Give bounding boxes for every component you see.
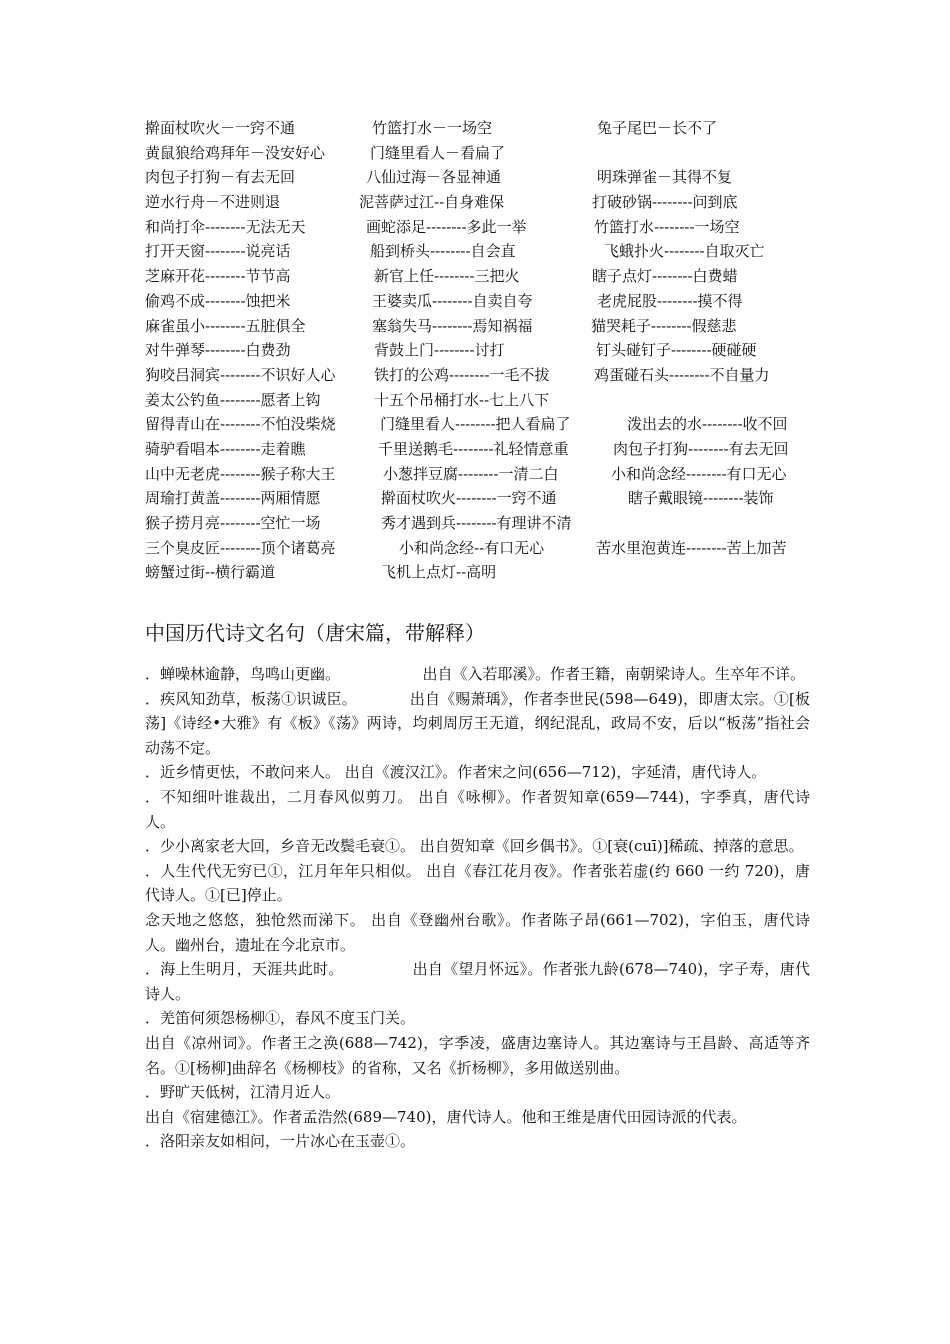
proverb-row xyxy=(145,314,845,339)
proverb-item: 钉头碰钉子--------硬碰硬 xyxy=(596,341,757,360)
proverb-item: 肉包子打狗--------有去无回 xyxy=(613,439,789,458)
proverb-item: 猫哭耗子--------假慈悲 xyxy=(591,316,737,335)
proverb-item: 泥菩萨过江--自身难保 xyxy=(359,193,505,212)
proverb-row xyxy=(145,462,845,487)
poem-entry: ．不知细叶谁裁出，二月春风似剪刀。 出自《咏柳》。作者贺知章(659—744)，字季真，唐代诗人。 xyxy=(145,787,810,831)
proverb-item: 八仙过海－各显神通 xyxy=(366,168,502,187)
proverb-item: 肉包子打狗－有去无回 xyxy=(145,168,296,187)
proverb-item: 小葱拌豆腐--------一清二白 xyxy=(383,464,559,483)
poem-entry: ．近乡情更怯，不敢问来人。 出自《渡汉江》。作者宋之问(656—712)，字延清，唐代诗人。 xyxy=(145,763,767,782)
poem-entry: ．野旷天低树，江清月近人。 xyxy=(145,1083,341,1102)
proverb-item: 船到桥头--------自会直 xyxy=(370,242,516,261)
proverb-item: 铁打的公鸡--------一毛不拔 xyxy=(374,365,550,384)
proverb-item: 和尚打伞--------无法无天 xyxy=(145,217,306,236)
proverb-item: 飞蛾扑火--------自取灭亡 xyxy=(604,242,765,261)
proverb-item: 山中无老虎--------猴子称大王 xyxy=(145,464,336,483)
proverb-item: 飞机上点灯--高明 xyxy=(381,563,497,582)
proverb-item: 逆水行舟－不进则退 xyxy=(145,193,281,212)
proverb-item: 鸡蛋碰石头--------不自量力 xyxy=(594,365,770,384)
poem-entry: 出自《凉州词》。作者王之涣(688—742)，字季凌，盛唐边塞诗人。其边塞诗与王昌龄、高适等齐名。①[杨柳]曲辞名《杨柳枝》的省称，又名《折杨柳》，多用做送别曲。 xyxy=(145,1033,810,1077)
proverb-item: 姜太公钓鱼--------愿者上钩 xyxy=(145,390,321,409)
poem-entry: 念天地之悠悠，独怆然而涕下。 出自《登幽州台歌》。作者陈子昂(661—702)，字伯玉，唐代诗人。幽州台，遗址在今北京市。 xyxy=(145,910,810,954)
proverb-item: 竹篮打水--------一场空 xyxy=(594,217,740,236)
proverb-item: 门缝里看人－看扁了 xyxy=(370,143,506,162)
proverb-row xyxy=(145,239,845,264)
proverb-item: 小和尚念经--------有口无心 xyxy=(611,464,787,483)
section-heading: 中国历代诗文名句（唐宋篇，带解释） xyxy=(145,621,485,645)
proverb-item: 骑驴看唱本--------走着瞧 xyxy=(145,439,306,458)
proverb-item: 偷鸡不成--------蚀把米 xyxy=(145,291,291,310)
proverb-row xyxy=(145,289,845,314)
proverb-list xyxy=(145,116,845,585)
proverb-row xyxy=(145,388,845,413)
proverb-item: 黄鼠狼给鸡拜年－没安好心 xyxy=(145,143,326,162)
proverb-row xyxy=(145,412,845,437)
proverb-item: 芝麻开花--------节节高 xyxy=(145,267,291,286)
proverb-row xyxy=(145,264,845,289)
proverb-item: 麻雀虽小--------五脏俱全 xyxy=(145,316,306,335)
poem-entry: ．洛阳亲友如相问，一片冰心在玉壶①。 xyxy=(145,1132,416,1151)
proverb-item: 门缝里看人--------把人看扁了 xyxy=(380,415,571,434)
poem-entry: ．羌笛何须怨杨柳①，春风不度玉门关。 xyxy=(145,1009,416,1028)
proverb-item: 对牛弹琴--------白费劲 xyxy=(145,341,291,360)
proverb-row xyxy=(145,363,845,388)
proverb-item: 留得青山在--------不怕没柴烧 xyxy=(145,415,336,434)
proverb-item: 狗咬吕洞宾--------不识好人心 xyxy=(145,365,336,384)
proverb-item: 兔子尾巴－长不了 xyxy=(597,119,718,137)
proverb-row xyxy=(145,560,845,585)
proverb-row xyxy=(145,141,845,166)
proverb-row xyxy=(145,215,845,240)
proverb-item: 泼出去的水--------收不回 xyxy=(627,415,788,434)
proverb-item: 王婆卖瓜--------自卖自夸 xyxy=(372,291,533,310)
proverb-item: 小和尚念经--有口无心 xyxy=(399,538,545,557)
proverb-row xyxy=(145,486,845,511)
poem-entry: 出自《宿建德江》。作者孟浩然(689—740)，唐代诗人。他和王维是唐代田园诗派的代表。 xyxy=(145,1107,747,1126)
proverb-row xyxy=(145,437,845,462)
proverb-item: 新官上任--------三把火 xyxy=(374,267,520,286)
proverb-row xyxy=(145,190,845,215)
poem-entry: ．少小离家老大回，乡音无改鬓毛衰①。 出自贺知章《回乡偶书》。①[衰(cuī)]稀疏、掉落的意思。 xyxy=(145,837,804,856)
proverb-item: 明珠弹雀－其得不复 xyxy=(597,168,733,187)
proverb-item: 打开天窗--------说亮话 xyxy=(145,242,291,261)
proverb-item: 秀才遇到兵--------有理讲不清 xyxy=(381,514,572,532)
proverb-row xyxy=(145,536,845,561)
poem-entry: ．海上生明月，天涯共此时。 出自《望月怀远》。作者张九龄(678—740)，字子寿，唐代诗人。 xyxy=(145,960,810,1003)
proverb-item: 周瑜打黄盖--------两厢情愿 xyxy=(145,489,321,508)
proverb-item: 螃蟹过街--横行霸道 xyxy=(145,563,276,582)
proverb-item: 背鼓上门--------讨打 xyxy=(374,341,505,360)
proverb-row xyxy=(145,165,845,190)
proverb-item: 塞翁失马--------焉知祸福 xyxy=(372,316,533,335)
proverb-item: 千里送鹅毛--------礼轻情意重 xyxy=(378,439,569,458)
proverb-item: 竹篮打水－一场空 xyxy=(372,119,493,137)
proverb-item: 打破砂锅--------问到底 xyxy=(592,193,738,212)
poem-entry: ．蝉噪林逾静，鸟鸣山更幽。 出自《入若耶溪》。作者王籍，南朝梁诗人。生卒年不详。 xyxy=(145,665,806,683)
proverb-item: 猴子捞月亮--------空忙一场 xyxy=(145,514,321,532)
poem-entry: ．人生代代无穷已①，江月年年只相似。 出自《春江花月夜》。作者张若虚(约 660 一约 720)，唐代诗人。①[已]停止。 xyxy=(145,861,810,905)
proverb-row xyxy=(145,116,845,141)
proverb-item: 十五个吊桶打水--七上八下 xyxy=(374,390,550,409)
poem-list xyxy=(145,662,810,1154)
proverb-item: 苦水里泡黄连--------苦上加苦 xyxy=(596,538,787,557)
proverb-item: 擀面杖吹火--------一窍不通 xyxy=(381,489,557,508)
poem-entry: ．疾风知劲草，板荡①识诚臣。 出自《赐萧瑀》，作者李世民(598—649)，即唐太宗。①[板荡]《诗经•大雅》有《板》《荡》两诗，均刺周厉王无道，纲纪混乱，政局不安，后以“板荡”指社会动荡不定。 xyxy=(145,689,810,757)
proverb-item: 画蛇添足--------多此一举 xyxy=(366,217,527,236)
proverb-item: 瞎子点灯--------白费蜡 xyxy=(592,267,738,286)
proverb-item: 老虎屁股--------摸不得 xyxy=(597,291,743,310)
proverb-row xyxy=(145,511,845,536)
proverb-item: 擀面杖吹火－一窍不通 xyxy=(145,119,296,137)
proverb-item: 三个臭皮匠--------顶个诸葛亮 xyxy=(145,538,336,557)
proverb-row xyxy=(145,338,845,363)
proverb-item: 瞎子戴眼镜--------装饰 xyxy=(628,489,774,508)
